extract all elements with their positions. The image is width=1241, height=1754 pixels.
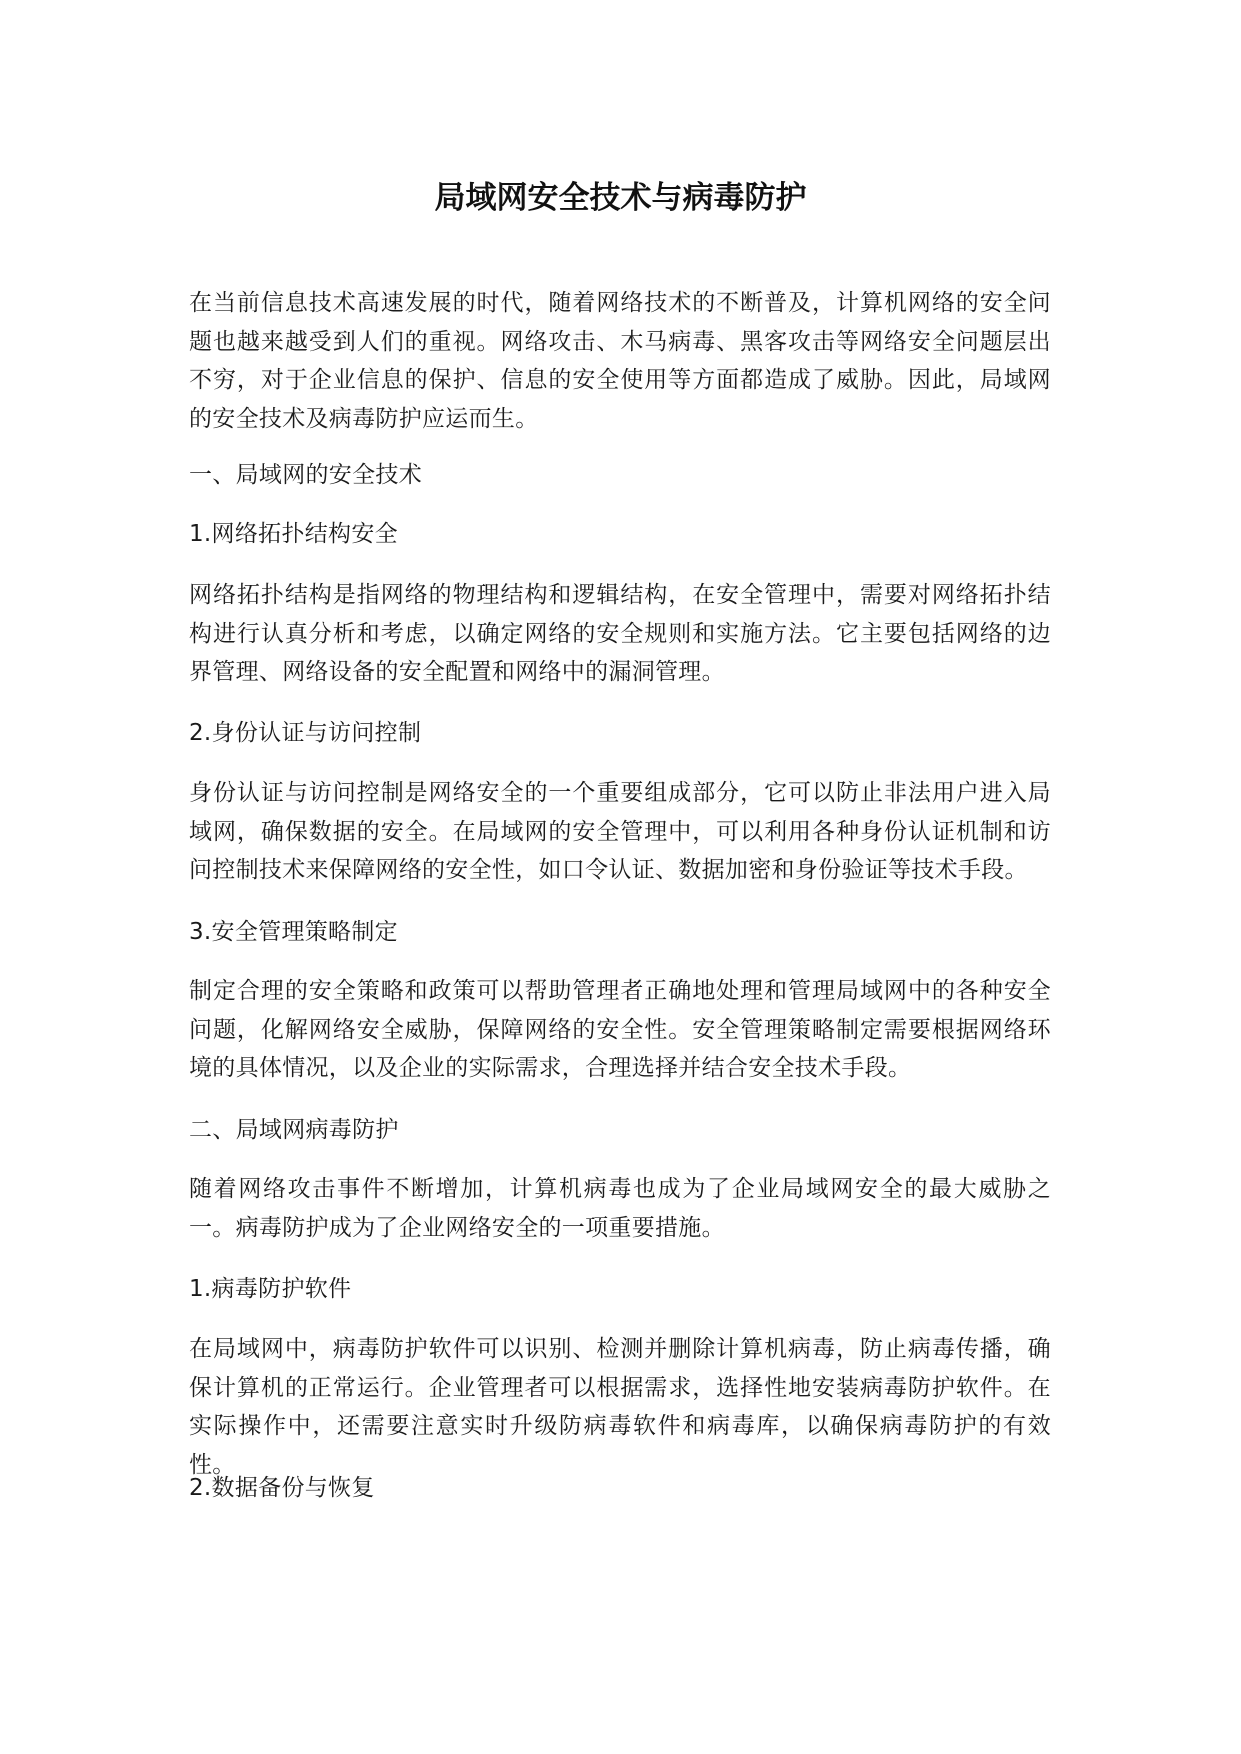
section-2-heading: 二、局域网病毒防护 [189, 1117, 399, 1143]
subsection-1-3-body: 制定合理的安全策略和政策可以帮助管理者正确地处理和管理局域网中的各种安全问题，化解网络安全威胁，保障网络的安全性。安全管理策略制定需要根据网络环境的具体情况，以及企业的实际需求，合理选择并结合安全技术手段。 [189, 978, 1051, 1081]
section-1-heading: 一、局域网的安全技术 [189, 462, 422, 488]
subsection-2-1-body: 在局域网中，病毒防护软件可以识别、检测并删除计算机病毒，防止病毒传播，确保计算机的正常运行。企业管理者可以根据需求，选择性地安装病毒防护软件。在实际操作中，还需要注意实时升级防病毒软件和病毒库，以确保病毒防护的有效性。 [189, 1336, 1051, 1478]
subsection-1-1-body: 网络拓扑结构是指网络的物理结构和逻辑结构，在安全管理中，需要对网络拓扑结构进行认真分析和考虑，以确定网络的安全规则和实施方法。它主要包括网络的边界管理、网络设备的安全配置和网络中的漏洞管理。 [189, 582, 1051, 685]
subsection-1-2-body: 身份认证与访问控制是网络安全的一个重要组成部分，它可以防止非法用户进入局域网，确保数据的安全。在局域网的安全管理中，可以利用各种身份认证机制和访问控制技术来保障网络的安全性，如口令认证、数据加密和身份验证等技术手段。 [189, 780, 1051, 883]
subsection-1-3-heading: 3.安全管理策略制定 [189, 919, 398, 945]
intro-paragraph: 在当前信息技术高速发展的时代，随着网络技术的不断普及，计算机网络的安全问题也越来越受到人们的重视。网络攻击、木马病毒、黑客攻击等网络安全问题层出不穷，对于企业信息的保护、信息的安全使用等方面都造成了威胁。因此，局域网的安全技术及病毒防护应运而生。 [189, 290, 1051, 432]
document-title: 局域网安全技术与病毒防护 [434, 180, 807, 216]
subsection-1-1-heading: 1.网络拓扑结构安全 [189, 521, 398, 547]
section-2-intro: 随着网络攻击事件不断增加，计算机病毒也成为了企业局域网安全的最大威胁之一。病毒防护成为了企业网络安全的一项重要措施。 [189, 1176, 1051, 1241]
subsection-2-1-heading: 1.病毒防护软件 [189, 1276, 352, 1302]
subsection-2-2-heading: 2.数据备份与恢复 [189, 1475, 375, 1501]
subsection-1-2-heading: 2.身份认证与访问控制 [189, 720, 422, 746]
